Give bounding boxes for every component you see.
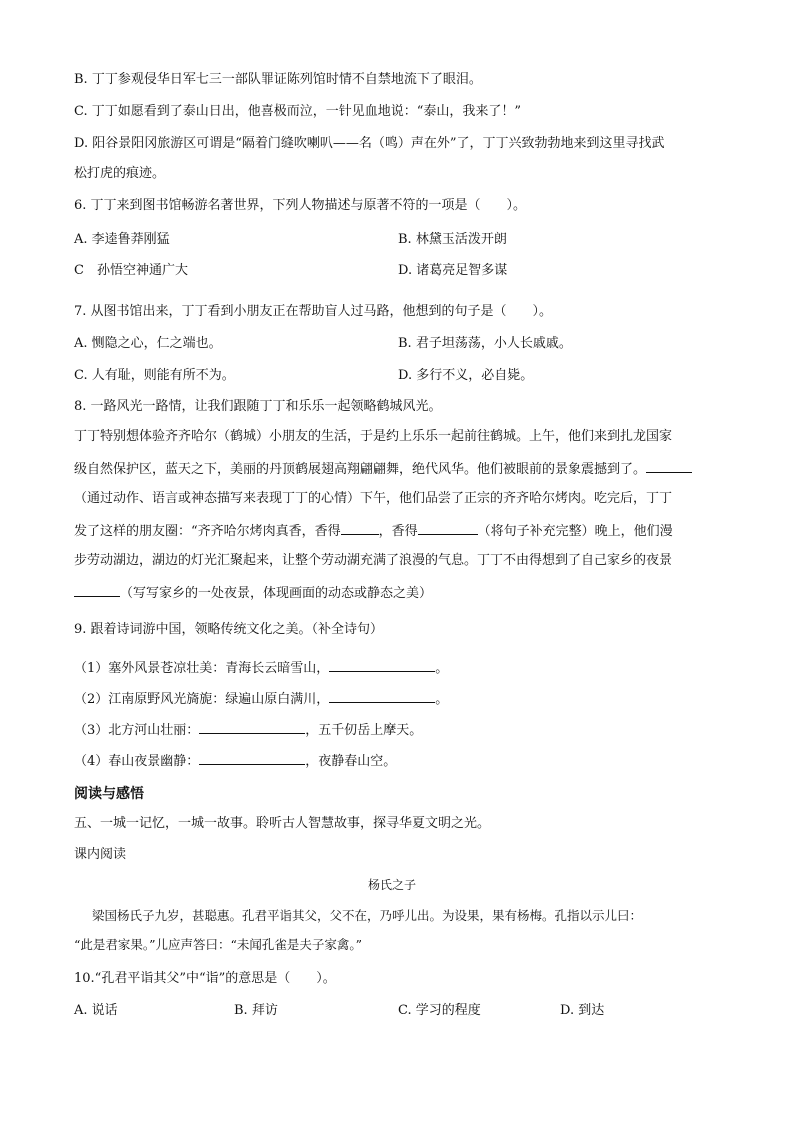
q9-item-4 — [74, 750, 396, 772]
q8-line6-text: （写写家乡的一处夜景，体现画面的动态或静态之美） — [120, 586, 433, 601]
q8-line6 — [74, 582, 432, 604]
q9-blank-1[interactable] — [329, 657, 435, 672]
q8-line4-part1: 发了这样的朋友圈：“齐齐哈尔烤肉真香，香得 — [74, 524, 341, 539]
section-heading: 阅读与感悟 — [74, 786, 144, 802]
q6-stem: 6. 丁丁来到图书馆畅游名著世界，下列人物描述与原著不符的一项是（ ）。 — [74, 198, 527, 213]
q5-option-b: B. 丁丁参观侵华日军七三一部队罪证陈列馆时情不自禁地流下了眼泪。 — [74, 72, 482, 87]
q8-line1: 丁丁特别想体验齐齐哈尔（鹤城）小朋友的生活，于是约上乐乐一起前往鹤城。上午，他们来到扎龙国家 — [74, 429, 673, 444]
q8-blank-hometown[interactable] — [74, 582, 120, 597]
q8-line5: 步劳动湖边，湖边的灯光汇聚起来，让整个劳动湖充满了浪漫的气息。丁丁不由得想到了自己家乡的夜景 — [74, 553, 673, 568]
q10-option-d: D. 到达 — [560, 1003, 605, 1018]
passage-line1: 梁国杨氏子九岁，甚聪惠。孔君平诣其父，父不在，乃呼儿出。为设果，果有杨梅。孔指以示儿曰： — [92, 908, 643, 923]
q7-option-b: B. 君子坦荡荡，小人长戚戚。 — [398, 336, 572, 351]
q10-option-b: B. 拜访 — [234, 1003, 278, 1018]
q7-stem: 7. 从图书馆出来，丁丁看到小朋友正在帮助盲人过马路，他想到的句子是（ ）。 — [74, 304, 553, 319]
q9-blank-4[interactable] — [199, 750, 305, 765]
q5-option-c: C. 丁丁如愿看到了泰山日出，他喜极而泣，一针见血地说：“泰山，我来了！” — [74, 104, 522, 119]
q6-option-b: B. 林黛玉活泼开朗 — [398, 232, 507, 247]
q5-option-d-line2: 松打虎的痕迹。 — [74, 166, 166, 181]
q10-option-c: C. 学习的程度 — [398, 1003, 481, 1018]
passage-line2: “此是君家果。”儿应声答曰：“未闻孔雀是夫子家禽。” — [74, 937, 363, 952]
q9-item-2-end: 。 — [435, 692, 449, 707]
q9-item-4-end: ，夜静春山空。 — [305, 754, 397, 769]
q6-option-d: D. 诸葛亮足智多谋 — [398, 263, 508, 278]
q8-stem: 8. 一路风光一路情，让我们跟随丁丁和乐乐一起领略鹤城风光。 — [74, 399, 442, 414]
q8-blank-fragrant-1[interactable] — [341, 520, 379, 535]
q8-line2 — [74, 458, 692, 480]
q9-item-2-text: （2）江南原野风光旖旎：绿遍山原白满川， — [74, 692, 330, 707]
q8-line4-part2: ，香得 — [378, 524, 418, 539]
q9-item-4-text: （4）春山夜景幽静： — [74, 754, 200, 769]
q8-line2-text: 级自然保护区，蓝天之下，美丽的丹顶鹤展翅高翔翩翩舞，绝代风华。他们被眼前的景象震撼到了。 — [74, 462, 647, 477]
section-sub-heading: 课内阅读 — [74, 847, 127, 862]
q7-option-d: D. 多行不义，必自毙。 — [398, 368, 534, 383]
q8-line4 — [74, 520, 673, 542]
section-five-intro: 五、一城一记忆，一城一故事。聆听古人智慧故事，探寻华夏文明之光。 — [74, 816, 491, 831]
q10-option-a: A. 说话 — [74, 1003, 118, 1018]
q8-line3: （通过动作、语言或神态描写来表现丁丁的心情）下午，他们品尝了正宗的齐齐哈尔烤肉。吃完后，丁丁 — [74, 491, 673, 506]
q5-option-d-line1: D. 阳谷景阳冈旅游区可谓是“隔着门缝吹喇叭——名（鸣）声在外”了，丁丁兴致勃勃地来到这里寻找武 — [74, 136, 665, 151]
passage-title: 杨氏之子 — [368, 878, 417, 892]
q9-blank-3[interactable] — [199, 719, 305, 734]
q9-stem: 9. 跟着诗词游中国，领略传统文化之美。（补全诗句） — [74, 622, 384, 637]
q9-item-3-end: ，五千仞岳上摩天。 — [305, 723, 423, 738]
q9-item-2 — [74, 688, 448, 710]
q9-item-3 — [74, 719, 422, 741]
q8-line4-part3: （将句子补充完整）晚上，他们漫 — [477, 524, 673, 539]
q9-item-3-text: （3）北方河山壮丽： — [74, 723, 200, 738]
q8-blank-mood[interactable] — [646, 458, 692, 473]
q6-option-a: A. 李逵鲁莽刚猛 — [74, 232, 170, 247]
q9-item-1-end: 。 — [435, 661, 449, 676]
q9-blank-2[interactable] — [329, 688, 435, 703]
q9-item-1 — [74, 657, 448, 679]
q6-option-c: C 孙悟空神通广大 — [74, 263, 188, 278]
q9-item-1-text: （1）塞外风景苍凉壮美：青海长云暗雪山， — [74, 661, 330, 676]
q7-option-c: C. 人有耻，则能有所不为。 — [74, 368, 235, 383]
q8-blank-fragrant-2[interactable] — [418, 520, 478, 535]
q7-option-a: A. 恻隐之心，仁之端也。 — [74, 336, 222, 351]
q10-stem: 10.“孔君平诣其父”中“诣”的意思是（ ）。 — [74, 971, 336, 986]
